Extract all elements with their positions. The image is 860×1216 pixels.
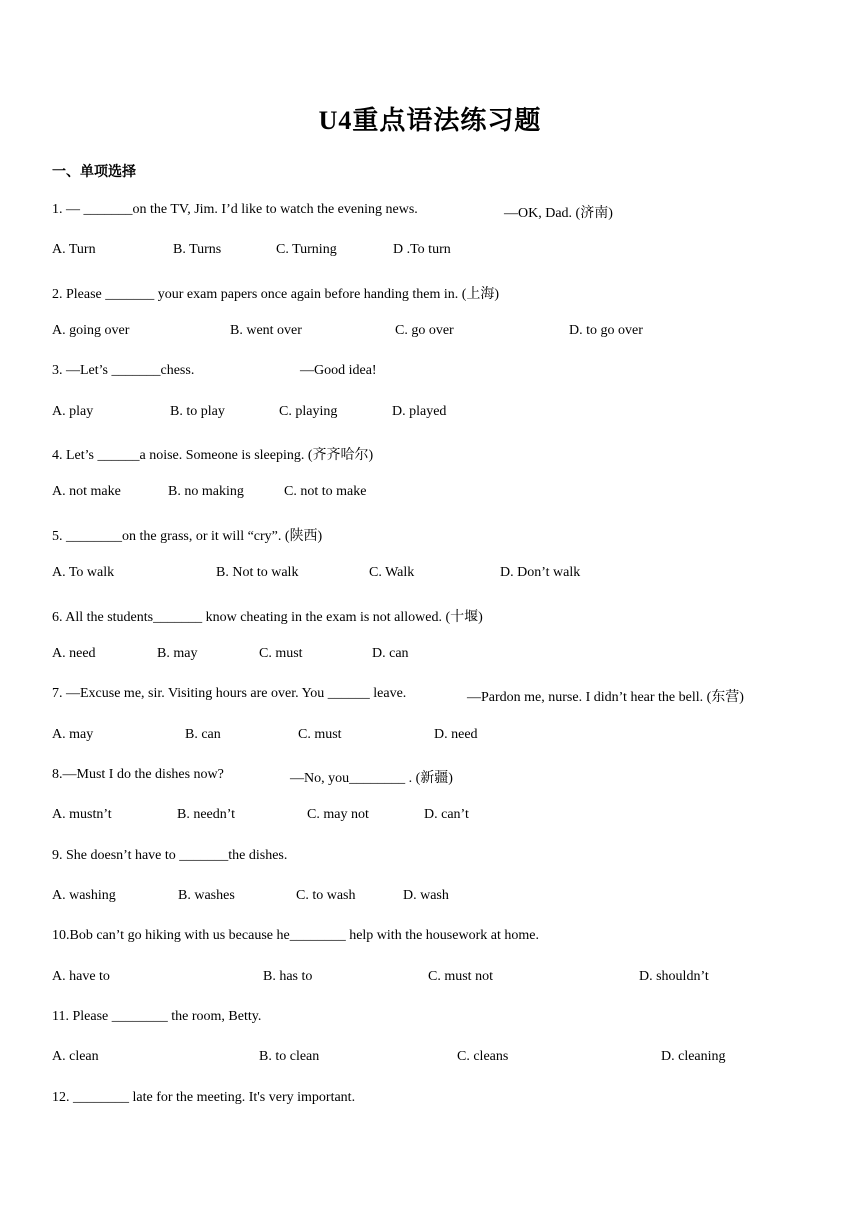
question-1-option-c: C. Turning [276, 242, 337, 258]
question-5-option-c: C. Walk [369, 565, 415, 581]
question-7-text: 7. —Excuse me, sir. Visiting hours are over. You ______ leave. [52, 686, 407, 702]
question-11-option-d: D. cleaning [661, 1049, 726, 1065]
question-11-option-b: B. to clean [259, 1049, 320, 1065]
question-5-option-d: D. Don’t walk [500, 565, 581, 581]
question-9-text: 9. She doesn’t have to _______the dishes. [52, 847, 288, 863]
question-6-option-b: B. may [157, 645, 198, 661]
question-8-option-c: C. may not [307, 807, 369, 823]
question-6-option-a: A. need [52, 645, 96, 661]
question-1-option-b: B. Turns [173, 242, 222, 258]
question-3-option-d: D. played [392, 403, 447, 419]
question-9-option-c: C. to wash [296, 887, 356, 903]
question-11-text: 11. Please ________ the room, Betty. [52, 1009, 262, 1024]
question-4-option-b: B. no making [168, 484, 244, 500]
question-1-option-d: D .To turn [393, 242, 451, 258]
question-12-text: 12. ________ late for the meeting. It's very important. [52, 1089, 356, 1105]
question-4-text: 4. Let’s ______a noise. Someone is sleeping. (齐齐哈尔) [52, 448, 374, 464]
question-6-text: 6. All the students_______ know cheating in the exam is not allowed. (十堰) [52, 609, 483, 625]
question-10-option-c: C. must not [428, 968, 493, 984]
question-3-option-b: B. to play [170, 403, 225, 419]
question-8-option-b: B. needn’t [177, 807, 236, 823]
question-11-option-a: A. clean [52, 1049, 99, 1065]
question-5-option-a: A. To walk [52, 565, 115, 581]
question-2-option-a: A. going over [52, 323, 130, 339]
question-5-text: 5. ________on the grass, or it will “cry”. (陕西) [52, 528, 323, 544]
question-1-option-a: A. Turn [52, 242, 96, 258]
question-10-option-b: B. has to [263, 968, 313, 984]
question-3-text: 3. —Let’s _______chess. [52, 363, 195, 379]
question-1-text: 1. — _______on the TV, Jim. I’d like to watch the evening news. [52, 202, 418, 217]
question-3-option-a: A. play [52, 403, 94, 419]
question-11-option-c: C. cleans [457, 1049, 509, 1065]
question-2-option-c: C. go over [395, 323, 454, 339]
question-6-option-d: D. can [372, 645, 409, 661]
question-10-option-a: A. have to [52, 968, 110, 984]
question-7-option-a: A. may [52, 726, 94, 742]
question-6-option-c: C. must [259, 645, 303, 661]
question-5-option-b: B. Not to walk [216, 565, 299, 581]
question-10-option-d: D. shouldn’t [639, 968, 709, 984]
question-4-option-c: C. not to make [284, 484, 367, 500]
question-8-option-a: A. mustn’t [52, 807, 112, 823]
question-9-option-d: D. wash [403, 887, 449, 903]
question-4-option-a: A. not make [52, 484, 121, 500]
question-2-text: 2. Please _______ your exam papers once again before handing them in. (上海) [52, 286, 500, 302]
question-8-response: —No, you________ . (新疆) [290, 770, 453, 786]
question-10-text: 10.Bob can’t go hiking with us because he________ help with the housework at home. [52, 928, 539, 944]
question-2-option-d: D. to go over [569, 323, 643, 339]
section-heading: 一、单项选择 [52, 164, 136, 180]
question-3-option-c: C. playing [279, 403, 338, 419]
page-title: U4重点语法练习题 [318, 106, 542, 135]
question-9-option-a: A. washing [52, 887, 116, 903]
question-9-option-b: B. washes [178, 887, 235, 903]
question-8-text: 8.—Must I do the dishes now? [52, 766, 224, 782]
question-1-response: —OK, Dad. (济南) [504, 206, 613, 221]
question-3-response: —Good idea! [300, 363, 377, 379]
question-7-option-d: D. need [434, 726, 478, 742]
question-7-option-b: B. can [185, 726, 221, 742]
question-2-option-b: B. went over [230, 323, 302, 339]
question-8-option-d: D. can’t [424, 807, 469, 823]
question-7-option-c: C. must [298, 726, 342, 742]
question-7-response: —Pardon me, nurse. I didn’t hear the bell. (东营) [467, 690, 744, 706]
